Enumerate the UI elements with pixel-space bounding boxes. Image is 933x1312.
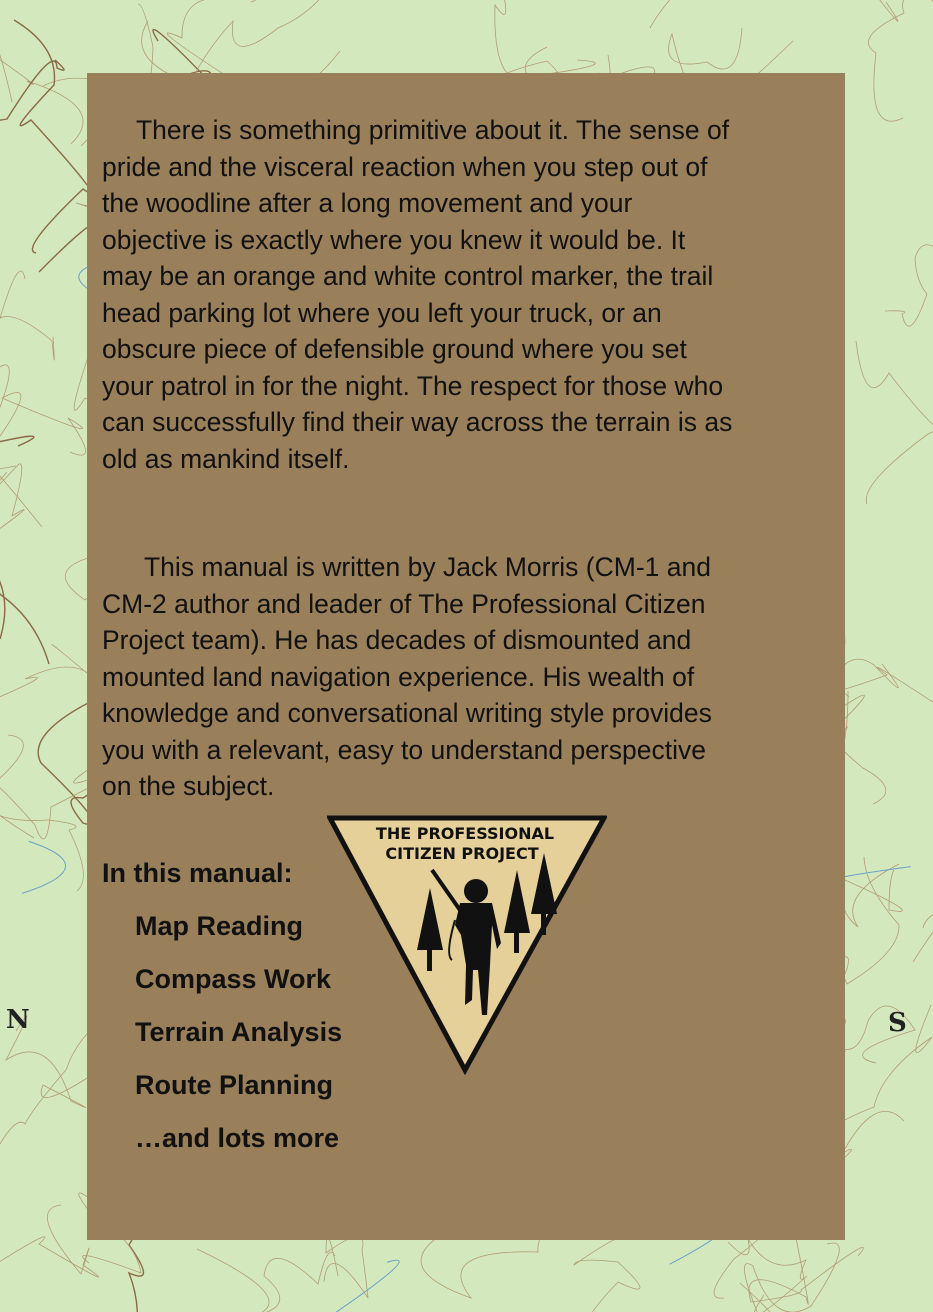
- contour-line: [142, 0, 343, 83]
- text-line: There is something primitive about it. The sense of: [136, 115, 730, 145]
- text-line: This manual is written by Jack Morris (CM-1 and: [144, 552, 711, 582]
- text-line: mounted land navigation experience. His wealth of: [102, 661, 695, 692]
- contour-line: [868, 0, 933, 121]
- map-label-right: S: [888, 1008, 907, 1038]
- contour-line: [454, 0, 595, 80]
- text-line: head parking lot where you left your truck, or an: [102, 297, 662, 328]
- contents-item: …and lots more: [135, 1123, 340, 1153]
- text-line: pride and the visceral reaction when you step out of: [102, 151, 708, 182]
- contour-line: [728, 1239, 807, 1312]
- professional-citizen-project-logo: [327, 815, 607, 1075]
- contour-line: [650, 0, 845, 28]
- map-label-left: N: [6, 1005, 30, 1035]
- contents-item: Compass Work: [135, 964, 332, 994]
- contour-line: [0, 1205, 99, 1277]
- contents-heading: In this manual:: [102, 858, 293, 888]
- text-line: your patrol in for the night. The respect for those who: [102, 370, 724, 401]
- stream-line: [22, 841, 66, 893]
- text-line: knowledge and conversational writing style provides: [102, 698, 712, 728]
- contour-line: [842, 864, 902, 927]
- intro-paragraph: [102, 112, 842, 477]
- text-line: old as mankind itself.: [102, 443, 350, 474]
- contour-line: [167, 0, 262, 77]
- contour-line: [0, 340, 34, 449]
- text-line: objective is exactly where you knew it would be. It: [102, 224, 686, 255]
- contour-line: [885, 245, 933, 326]
- contour-line: [14, 20, 91, 253]
- contour-line: [856, 341, 933, 504]
- text-line: the woodline after a long movement and your: [102, 188, 633, 218]
- author-paragraph: [102, 549, 842, 805]
- contour-line: [0, 464, 24, 562]
- contour-line: [0, 285, 54, 360]
- contour-line: [857, 0, 933, 21]
- contour-line: [0, 799, 83, 891]
- contents-item: Map Reading: [135, 911, 304, 941]
- contour-line: [0, 645, 94, 715]
- logo-text-line1: THE PROFESSIONAL: [375, 824, 555, 843]
- text-line: Project team). He has decades of dismounted and: [102, 625, 692, 655]
- contents-item: Route Planning: [135, 1070, 333, 1100]
- text-line: CM-2 author and leader of The Professional Citizen: [102, 588, 706, 619]
- text-panel: [87, 73, 845, 1240]
- logo-text-line2: CITIZEN PROJECT: [385, 844, 539, 863]
- contour-line: [0, 271, 25, 470]
- contents-item: Terrain Analysis: [135, 1017, 343, 1047]
- contour-line: [574, 1237, 640, 1312]
- text-line: can successfully find their way across the terrain is as: [102, 407, 733, 437]
- text-line: you with a relevant, easy to understand perspective: [102, 734, 706, 765]
- text-line: may be an orange and white control marker, the trail: [102, 261, 714, 291]
- contour-line: [913, 908, 933, 966]
- contour-line: [197, 1249, 335, 1312]
- contour-line: [0, 392, 86, 527]
- text-line: obscure piece of defensible ground where you set: [102, 334, 687, 364]
- text-line: on the subject.: [102, 771, 275, 801]
- contour-line: [324, 1237, 368, 1298]
- contour-line: [0, 526, 49, 664]
